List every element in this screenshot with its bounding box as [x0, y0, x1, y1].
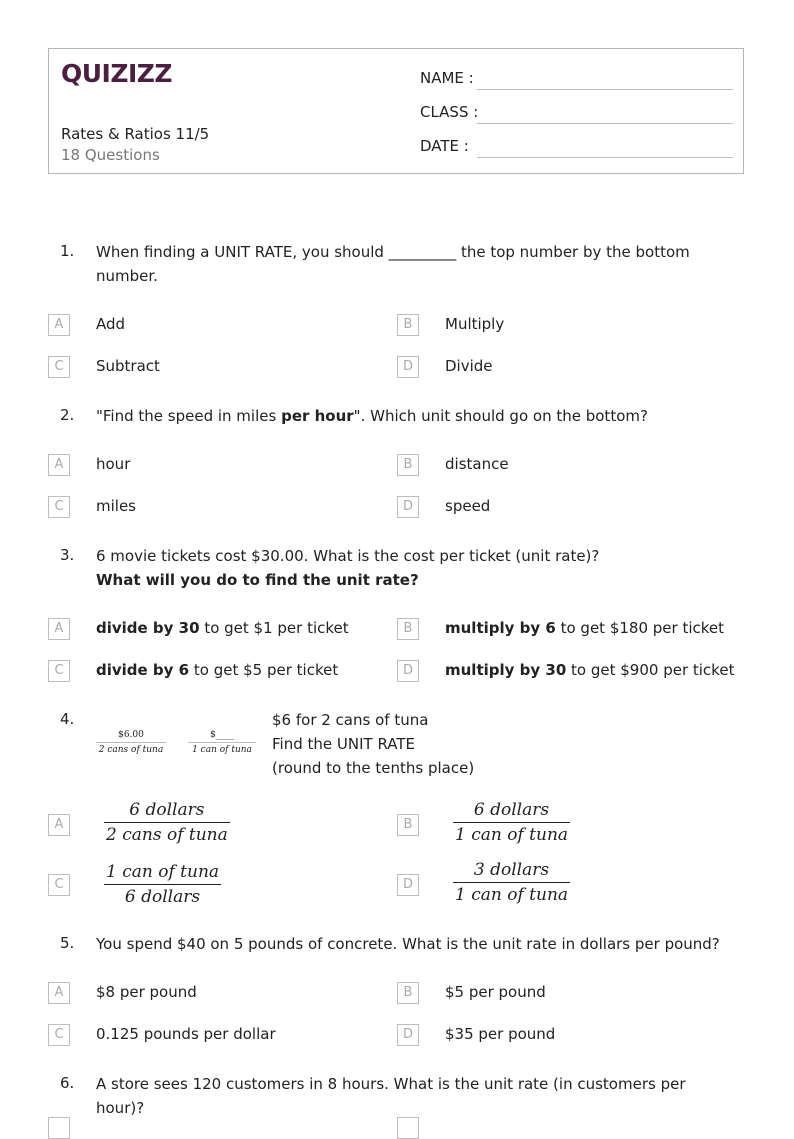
option-text: Add [96, 315, 126, 333]
name-label: NAME : [420, 69, 474, 87]
option-box-d[interactable]: D [397, 356, 419, 378]
option-box-b[interactable]: B [397, 982, 419, 1004]
option-fraction: 1 can of tuna 6 dollars [106, 862, 220, 907]
option-box-a[interactable]: A [48, 314, 70, 336]
question-text: You spend $40 on 5 pounds of concrete. What is the unit rate in dollars per pound? [96, 935, 720, 953]
option-text: multiply by 30 to get $900 per ticket [445, 661, 735, 679]
option-box-a[interactable]: A [48, 454, 70, 476]
option-text: hour [96, 455, 131, 473]
option-box-b[interactable]: B [397, 314, 419, 336]
option-text: speed [445, 497, 491, 515]
option-box-b[interactable]: B [397, 814, 419, 836]
option-text: distance [445, 455, 509, 473]
question-number: 6. [60, 1074, 75, 1092]
option-text: multiply by 6 to get $180 per ticket [445, 619, 725, 637]
option-box-c[interactable]: C [48, 874, 70, 896]
option-text: Divide [445, 357, 493, 375]
option-box-c[interactable]: C [48, 660, 70, 682]
option-box-b[interactable] [397, 1117, 419, 1139]
question-number: 3. [60, 546, 75, 564]
option-box-c[interactable]: C [48, 1024, 70, 1046]
option-box-d[interactable]: D [397, 660, 419, 682]
option-box-d[interactable]: D [397, 1024, 419, 1046]
option-text: Multiply [445, 315, 505, 333]
option-text: $8 per pound [96, 983, 197, 1001]
quizizz-logo: QUIZIZZ [61, 59, 173, 88]
option-text: $35 per pound [445, 1025, 556, 1043]
option-box-d[interactable]: D [397, 496, 419, 518]
option-box-b[interactable]: B [397, 618, 419, 640]
name-field[interactable] [477, 89, 733, 90]
option-box-c[interactable]: C [48, 496, 70, 518]
option-box-c[interactable]: C [48, 356, 70, 378]
question-text-bold: per hour [281, 407, 354, 425]
question-count: 18 Questions [61, 146, 160, 164]
question-line: 6 movie tickets cost $30.00. What is the cost per ticket (unit rate)? [96, 547, 600, 565]
option-text: 0.125 pounds per dollar [96, 1025, 276, 1043]
option-box-a[interactable]: A [48, 982, 70, 1004]
class-label: CLASS : [420, 103, 479, 121]
question-text: When finding a UNIT RATE, you should _________ the top number by the bottom number. [96, 243, 690, 285]
question-text [96, 544, 736, 592]
option-box-a[interactable]: A [48, 814, 70, 836]
date-label: DATE : [420, 137, 469, 155]
question-image-fraction-right: $____ 1 can of tuna [188, 730, 256, 755]
worksheet-header [48, 48, 744, 174]
option-fraction: 3 dollars 1 can of tuna [455, 860, 569, 905]
question-number: 2. [60, 406, 75, 424]
option-text: Subtract [96, 357, 160, 375]
question-image-fraction-left: $6.00 2 cans of tuna [96, 730, 166, 755]
question-line-bold: What will you do to find the unit rate? [96, 571, 419, 589]
option-text: $5 per pound [445, 983, 546, 1001]
question-text: A store sees 120 customers in 8 hours. What is the unit rate (in customers per hour)? [96, 1075, 686, 1117]
option-box-d[interactable]: D [397, 874, 419, 896]
option-box-a[interactable] [48, 1117, 70, 1139]
option-box-a[interactable]: A [48, 618, 70, 640]
worksheet-title: Rates & Ratios 11/5 [61, 125, 210, 143]
question-text-part: "Find the speed in miles [96, 407, 282, 425]
date-field[interactable] [477, 157, 733, 158]
option-text: divide by 30 to get $1 per ticket [96, 619, 349, 637]
question-number: 4. [60, 710, 75, 728]
option-box-b[interactable]: B [397, 454, 419, 476]
option-text: miles [96, 497, 136, 515]
class-field[interactable] [477, 123, 733, 124]
question-text-part: ". Which unit should go on the bottom? [353, 407, 648, 425]
question-number: 1. [60, 242, 75, 260]
option-fraction: 6 dollars 2 cans of tuna [106, 800, 228, 845]
option-text: divide by 6 to get $5 per ticket [96, 661, 339, 679]
question-text [96, 404, 736, 428]
question-number: 5. [60, 934, 75, 952]
question-text: $6 for 2 cans of tuna Find the UNIT RATE (round to the tenths place) [272, 711, 475, 777]
option-fraction: 6 dollars 1 can of tuna [455, 800, 569, 845]
